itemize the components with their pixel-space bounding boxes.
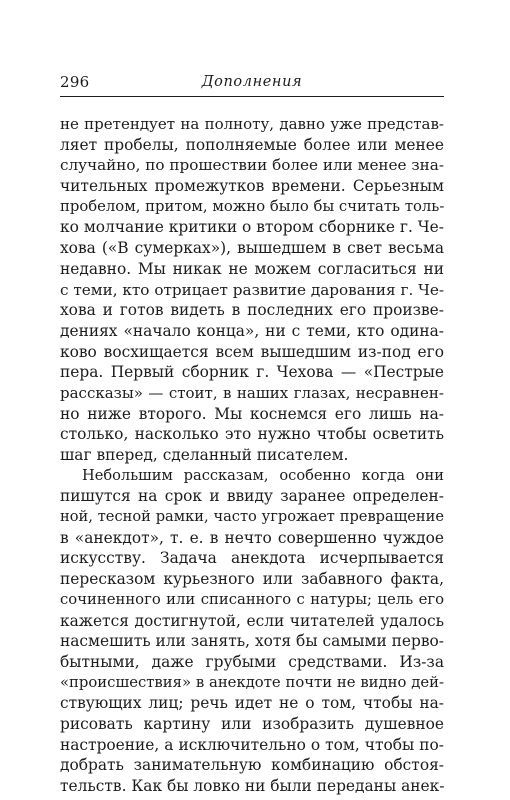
text-line: тельств. Как бы ловко ни были переданы анек-: [60, 777, 445, 795]
text-line: ково восхищается всем вышедшим из-под его: [60, 342, 444, 361]
text-line: но ниже второго. Мы коснемся его лишь на-: [60, 404, 444, 423]
text-line: хова и готов видеть в последних его произве-: [60, 301, 444, 320]
text-line: настроение, а исключительно о том, чтобы по-: [60, 735, 444, 754]
body-text: [60, 114, 444, 797]
text-line: «происшествия» в анекдоте почти не видно дей-: [60, 673, 444, 691]
text-line: бытными, даже грубыми средствами. Из-за: [60, 652, 444, 671]
text-line: сочиненного или списанного с натуры; цель его: [60, 590, 444, 608]
text-line: хова («В сумерках»), вышедшем в свет весьма: [60, 239, 444, 258]
text-line: кажется достигнутой, если читателей удалось: [60, 611, 444, 630]
text-line: рассказы» — стоит, в наших глазах, несравнен-: [60, 383, 444, 402]
text-line: случайно, по прошествии более или менее зна-: [60, 156, 444, 175]
running-head: [60, 72, 444, 94]
text-line: пера. Первый сборник г. Чехова — «Пестрые: [60, 363, 444, 382]
text-line: ной, тесной рамки, часто угрожает превращение: [60, 508, 444, 526]
text-line: дениях «начало конца», ни с теми, кто одина-: [60, 321, 444, 340]
text-line: ко молчание критики о втором сборнике г. Че-: [60, 218, 444, 237]
header-rule: [60, 96, 444, 97]
text-line: не претендует на полноту, давно уже представ-: [60, 115, 444, 133]
text-line: насмешить или занять, хотя бы самыми перво-: [60, 632, 444, 651]
paragraph-first-line: Небольшим рассказам, особенно когда они: [82, 466, 444, 484]
text-line: недавно. Мы никак не можем согласиться ни: [60, 259, 444, 278]
text-line: ляет пробелы, пополняемые более или менее: [60, 135, 444, 154]
text-line: шаг вперед, сделанный писателем.: [60, 446, 349, 464]
text-line: чительных промежутков времени. Серьезным: [60, 177, 444, 196]
text-line: столько, насколько это нужно чтобы осветить: [60, 425, 444, 444]
text-line: рисовать картину или изобразить душевное: [60, 714, 444, 733]
text-line: ствующих лиц; речь идет не о том, чтобы на-: [60, 694, 444, 713]
text-line: добрать занимательную комбинацию обстоя-: [60, 756, 444, 775]
text-line: искусству. Задача анекдота исчерпывается: [60, 549, 444, 568]
text-line: пробелом, притом, можно было бы считать толь-: [60, 197, 445, 215]
page-number: 296: [60, 73, 90, 91]
text-line: в «анекдот», т. е. в нечто совершенно чуждое: [60, 528, 444, 547]
text-line: с теми, кто отрицает развитие дарования г. Че-: [60, 280, 444, 299]
text-line: пишутся на срок и ввиду заранее определен-: [60, 487, 444, 506]
text-line: пересказом курьезного или забавного факта,: [60, 570, 444, 589]
section-title: Дополнения: [201, 74, 303, 90]
